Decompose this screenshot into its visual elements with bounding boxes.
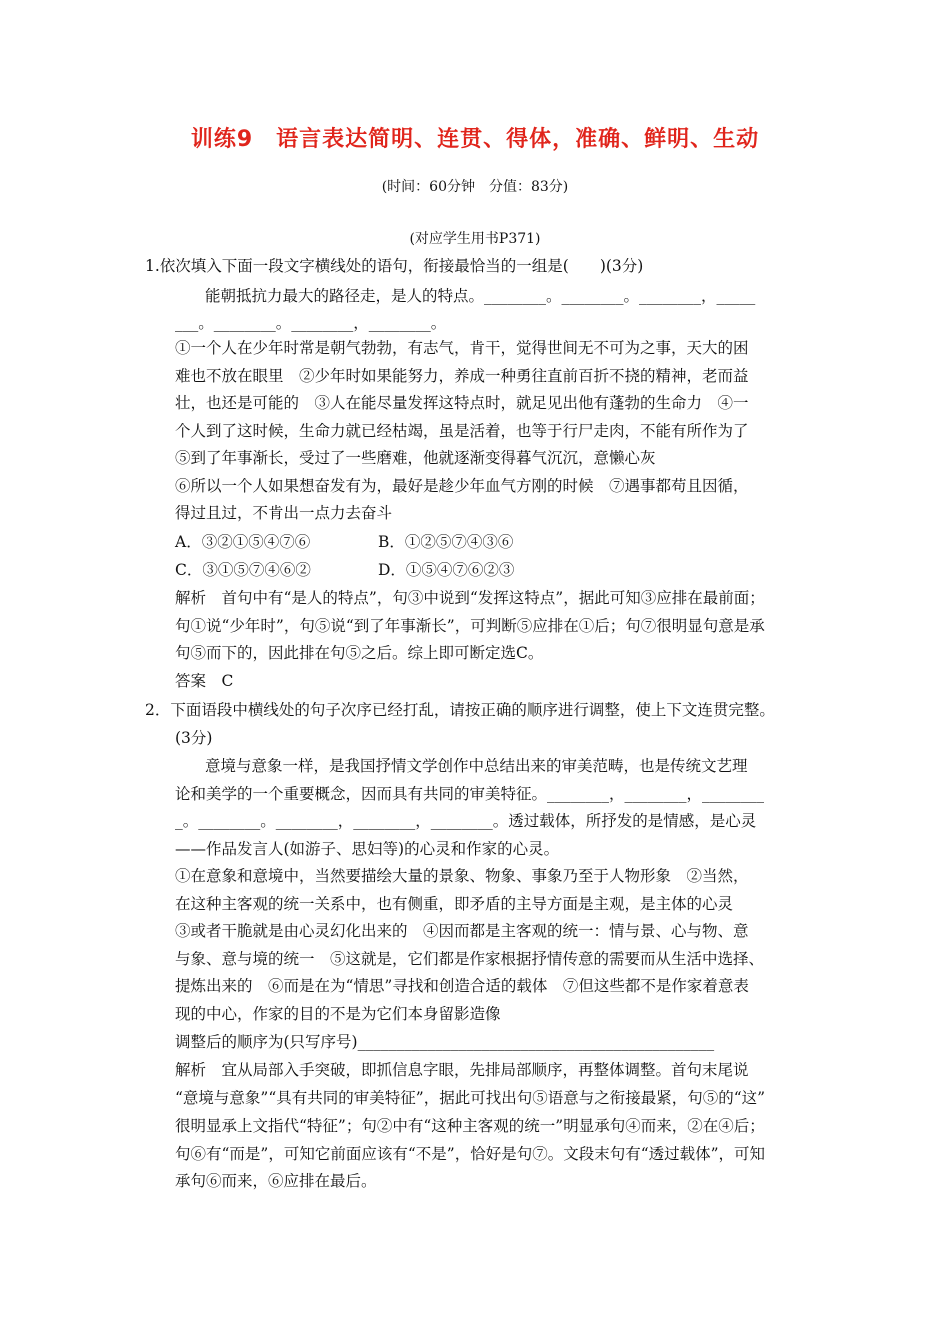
- q2-stem-line: (3分): [175, 729, 213, 747]
- q2-sentence-line: ①在意象和意境中，当然要描绘大量的景象、物象、事象乃至于人物形象 ②当然，: [175, 867, 749, 885]
- q1-sentence-line: ⑥所以一个人如果想奋发有为，最好是趁少年血气方刚的时候 ⑦遇事都苟且因循，: [175, 477, 749, 495]
- book-reference: (对应学生用书P371): [409, 231, 541, 247]
- q1-sentence-line: ①一个人在少年时常是朝气勃勃，有志气，肯干，觉得世间无不可为之事，天大的困: [175, 339, 749, 357]
- q2-passage-line: 意境与意象一样，是我国抒情文学创作中总结出来的审美范畴，也是传统文艺理: [205, 757, 748, 775]
- q2-analysis-line: 很明显承上文指代“特征”；句②中有“这种主客观的统一”明显承句④而来，②在④后；: [175, 1117, 765, 1135]
- q2-sentence-line: 在这种主客观的统一关系中，也有侧重，即矛盾的主导方面是主观，是主体的心灵: [175, 895, 734, 913]
- q2-analysis-line: 解析 宜从局部入手突破，即抓信息字眼，先排局部顺序，再整体调整。首句末尾说: [175, 1061, 749, 1079]
- q1-analysis-line: 解析 首句中有“是人的特点”，句③中说到“发挥这特点”，据此可知③应排在最前面；: [175, 589, 765, 607]
- q1-analysis-line: 句⑤而下的，因此排在句⑤之后。综上即可断定选C。: [175, 644, 544, 662]
- q2-sentence-line: ③或者干脆就是由心灵幻化出来的 ④因而都是主客观的统一：情与景、心与物、意: [175, 922, 749, 940]
- q2-sentence-line: 与象、意与境的统一 ⑤这就是，它们都是作家根据抒情传意的需要而从生活中选择、: [175, 950, 765, 968]
- q2-analysis-line: “意境与意象”“具有共同的审美特征”，据此可找出句⑤语意与之衔接最紧，句⑤的“这”: [175, 1089, 766, 1107]
- q1-sentence-line: ⑤到了年事渐长，受过了一些磨难，他就逐渐变得暮气沉沉，意懒心灰: [175, 449, 656, 467]
- q1-option-c: C．③①⑤⑦④⑥②: [175, 561, 311, 579]
- q1-sentence-line: 得过且过，不肯出一点力去奋斗: [175, 504, 393, 522]
- q1-option-b: B．①②⑤⑦④③⑥: [378, 533, 514, 551]
- q1-passage-line: ___。________。________，________。: [175, 314, 447, 332]
- time-score-info: (时间：60分钟 分值：83分): [381, 179, 569, 195]
- q2-stem-line: 2．下面语段中横线处的句子次序已经打乱，请按正确的顺序进行调整，使上下文连贯完整。: [145, 701, 775, 719]
- page-title: 训练9 语言表达简明、连贯、得体，准确、鲜明、生动: [190, 127, 760, 152]
- q1-answer: 答案 C: [175, 672, 234, 690]
- q1-sentence-line: 个人到了这时候，生命力就已经枯竭，虽是活着，也等于行尸走肉，不能有所作为了: [175, 422, 749, 440]
- q2-sentence-line: 现的中心，作家的目的不是为它们本身留影造像: [175, 1005, 501, 1023]
- q1-option-d: D．①⑤④⑦⑥②③: [378, 561, 515, 579]
- q2-passage-line: 论和美学的一个重要概念，因而具有共同的审美特征。________，________，________: [175, 785, 765, 803]
- q1-analysis-line: 句①说“少年时”，句⑤说“到了年事渐长”，可判断⑤应排在①后；句⑦很明显句意是承: [175, 617, 765, 635]
- q2-analysis-line: 句⑥有“而是”，可知它前面应该有“不是”，恰好是句⑦。文段末句有“透过载体”，可知: [175, 1145, 766, 1163]
- q1-sentence-line: 壮，也还是可能的 ③人在能尽量发挥这特点时，就足见出他有蓬勃的生命力 ④一: [175, 394, 749, 412]
- q2-passage-line: _。________。________，________，________。透过载体，所抒发的是情感，是心灵: [175, 812, 757, 830]
- q1-passage-line: 能朝抵抗力最大的路径走，是人的特点。________。________。________，_____: [205, 287, 756, 305]
- q1-option-a: A．③②①⑤④⑦⑥: [175, 533, 311, 551]
- q1-stem: 1.依次填入下面一段文字横线处的语句，衔接最恰当的一组是( )(3分): [145, 257, 644, 275]
- q2-analysis-line: 承句⑥而来，⑥应排在最后。: [175, 1172, 377, 1190]
- q2-passage-line: ——作品发言人(如游子、思妇等)的心灵和作家的心灵。: [175, 840, 560, 858]
- q2-order-prompt: 调整后的顺序为(只写序号)______________________________________________: [175, 1033, 715, 1051]
- q1-sentence-line: 难也不放在眼里 ②少年时如果能努力，养成一种勇往直前百折不挠的精神，老而益: [175, 367, 749, 385]
- q2-sentence-line: 提炼出来的 ⑥而是在为“情思”寻找和创造合适的载体 ⑦但这些都不是作家着意表: [175, 977, 749, 995]
